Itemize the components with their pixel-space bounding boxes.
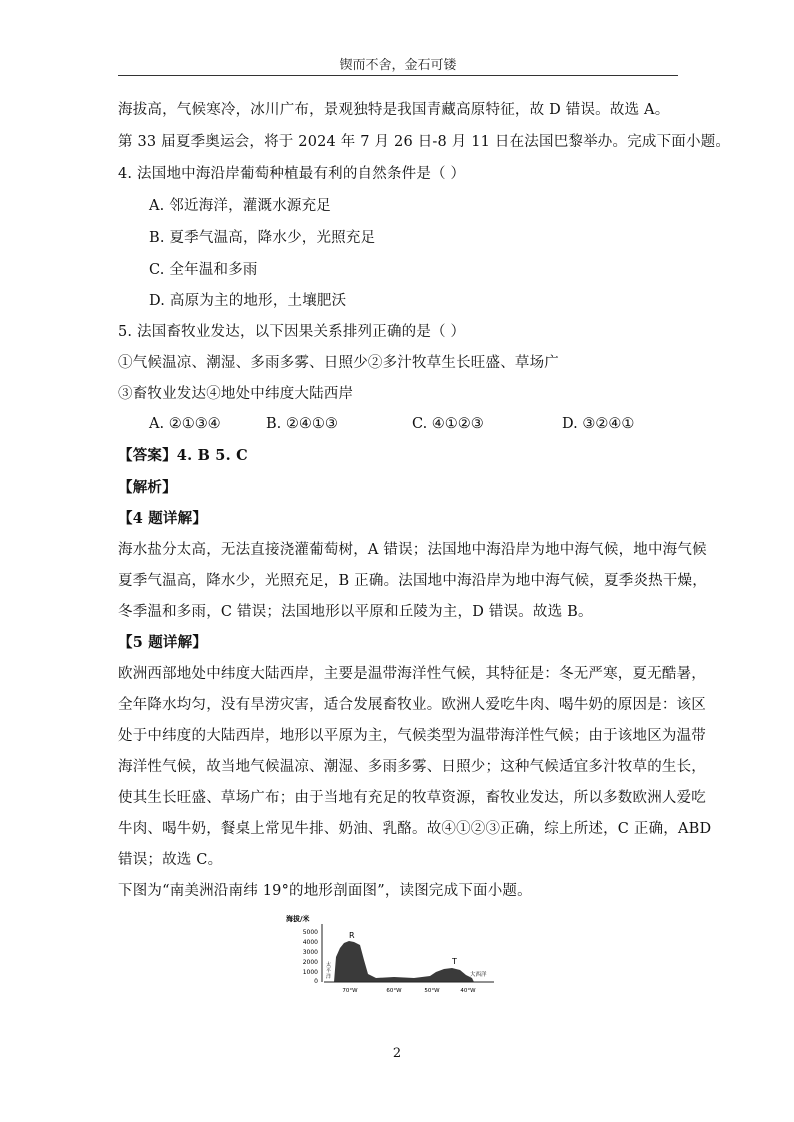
profile-y-tick: 4000 (302, 939, 318, 946)
header-divider (118, 75, 678, 76)
profile-y-tick: 5000 (302, 929, 318, 936)
profile-y-tick: 1000 (302, 969, 318, 976)
q5-detail-line: 使其生长旺盛、草场广布；由于当地有充足的牧草资源，畜牧业发达，所以多数欧洲人爱吃 (118, 790, 706, 806)
pacific-label: 洋 (326, 974, 332, 980)
q4-detail-line: 冬季温和多雨，C 错误；法国地形以平原和丘陵为主，D 错误。故选 B。 (118, 604, 593, 620)
q5-detail-line: 欧洲西部地处中纬度大陆西岸，主要是温带海洋性气候，其特征是：冬无严寒，夏无酷暑， (118, 666, 706, 682)
page-number: 2 (392, 1046, 402, 1061)
analysis-title: 【解析】 (118, 479, 177, 496)
profile-x-tick: 60°W (386, 988, 402, 994)
label-r: R (349, 931, 355, 940)
q5-detail-line: 错误；故选 C。 (118, 852, 223, 868)
answer-line: 【答案】4. B 5. C (118, 447, 248, 464)
body-line: 海拔高，气候寒冷，冰川广布，景观独特是我国青藏高原特征，故 D 错误。故选 A。 (118, 102, 670, 118)
q5-option-b: B. ②④①③ (266, 416, 338, 432)
label-t: T (452, 957, 457, 966)
pacific-label: 平 (326, 968, 332, 974)
page-header: 锲而不舍，金石可镂 (339, 58, 457, 73)
question-5-items: ③畜牧业发达④地处中纬度大陆西岸 (118, 386, 354, 402)
question-4-stem: 4. 法国地中海沿岸葡萄种植最有利的自然条件是（ ） (118, 166, 466, 182)
body-line: 第 33 届夏季奥运会，将于 2024 年 7 月 26 日-8 月 11 日在法国巴黎举办。完成下面小题。 (118, 134, 731, 150)
profile-y-tick: 3000 (302, 949, 318, 956)
q5-detail-line: 处于中纬度的大陆西岸，地形以平原为主，气候类型为温带海洋性气候；由于该地区为温带 (118, 728, 706, 744)
q5-option-a: A. ②①③④ (149, 416, 221, 432)
profile-y-tick: 2000 (302, 959, 318, 966)
q4-option-a: A. 邻近海洋，灌溉水源充足 (149, 198, 331, 214)
profile-y-tick: 0 (314, 978, 318, 985)
profile-x-tick: 70°W (342, 988, 358, 994)
q4-detail-title: 【4 题详解】 (118, 510, 208, 527)
profile-y-axis-label: 海拔/米 (286, 915, 310, 923)
q5-detail-line: 全年降水均匀，没有旱涝灾害，适合发展畜牧业。欧洲人爱吃牛肉、喝牛奶的原因是：该区 (118, 697, 706, 713)
q4-option-c: C. 全年温和多雨 (149, 262, 258, 278)
q4-detail-line: 夏季气温高，降水少，光照充足，B 正确。法国地中海沿岸为地中海气候，夏季炎热干燥， (118, 573, 707, 589)
q5-detail-line: 牛肉、喝牛奶，餐桌上常见牛排、奶油、乳酪。故④①②③正确，综上所述，C 正确，ABD (118, 821, 712, 837)
q4-option-d: D. 高原为主的地形，土壤肥沃 (149, 293, 347, 309)
q5-option-d: D. ③②④① (562, 416, 635, 432)
profile-x-tick: 40°W (460, 988, 476, 994)
question-5-stem: 5. 法国畜牧业发达，以下因果关系排列正确的是（ ） (118, 324, 466, 340)
profile-x-tick: 50°W (424, 988, 440, 994)
q5-detail-title: 【5 题详解】 (118, 634, 208, 651)
q4-detail-line: 海水盐分太高，无法直接浇灌葡萄树，A 错误；法国地中海沿岸为地中海气候，地中海气候 (118, 542, 707, 558)
q4-option-b: B. 夏季气温高，降水少，光照充足 (149, 230, 376, 246)
q5-option-c: C. ④①②③ (412, 416, 484, 432)
question-5-items: ①气候温凉、潮湿、多雨多雾、日照少②多汁牧草生长旺盛、草场广 (118, 355, 559, 371)
figure-intro: 下图为“南美洲沿南纬 19°的地形剖面图”，读图完成下面小题。 (118, 883, 532, 899)
terrain-profile-figure (284, 912, 498, 1002)
q5-detail-line: 海洋性气候，故当地气候温凉、潮湿、多雨多雾、日照少；这种气候适宜多汁牧草的生长， (118, 759, 706, 775)
atlantic-label: 大西洋 (470, 972, 487, 978)
pacific-label: 太 (326, 962, 332, 968)
